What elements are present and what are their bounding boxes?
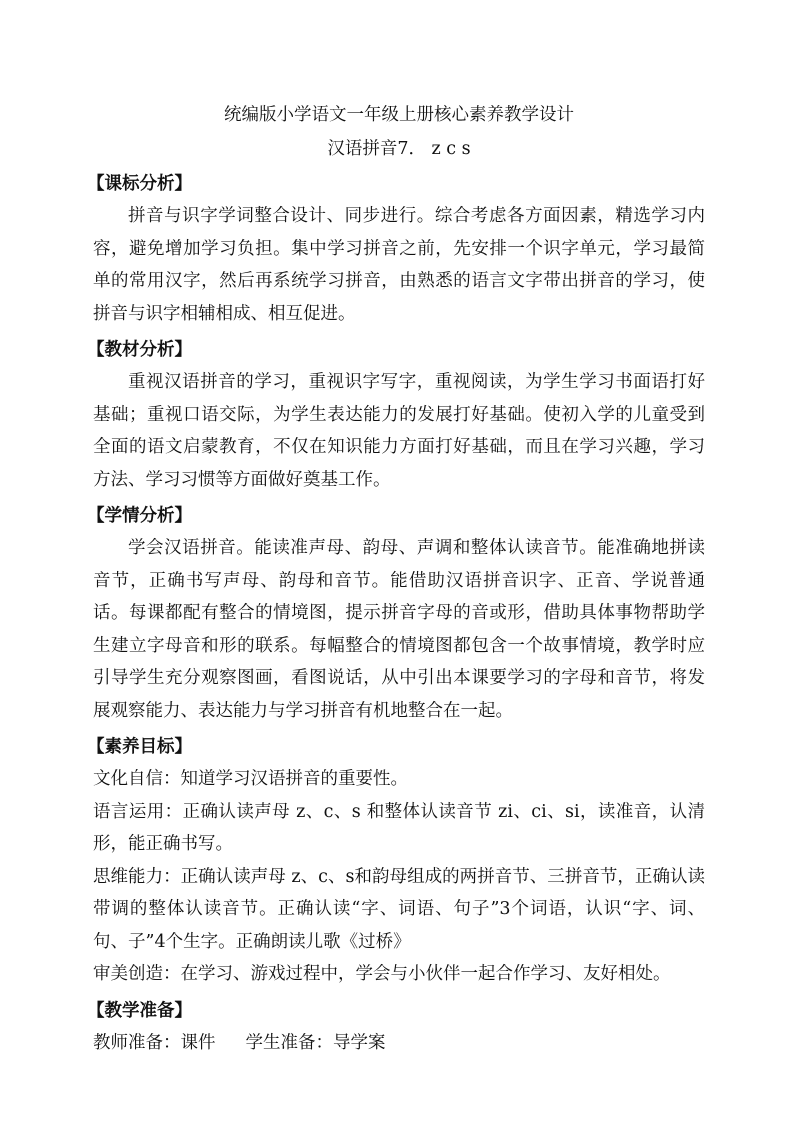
section-heading-students: 【学情分析】 [87,506,192,526]
section-heading-preparation: 【教学准备】 [87,1000,192,1021]
goal-item-language: 语言运用：正确认读声母 z、c、s 和整体认读音节 zi、ci、si，读准音，认清形，能正确书写。 [93,801,705,854]
section-heading-goals: 【素养目标】 [87,737,192,757]
teacher-preparation: 教师准备：课件 [93,1032,216,1053]
document-subtitle: 汉语拼音7． z c s [327,139,471,159]
goal-item-aesthetic: 审美创造：在学习、游戏过程中，学会与小伙伴一起合作学习、友好相处。 [93,964,671,984]
document-page [87,100,705,1059]
section-curriculum [87,168,705,330]
section-body-curriculum: 拼音与识字学词整合设计、同步进行。综合考虑各方面因素，精选学习内容，避免增加学习负担。集中学习拼音之前，先安排一个识字单元，学习最简单的常用汉字，然后再系统学习拼音，由熟悉的语言文字带出拼音的学习，使拼音与识字相辅相成、相互促进。 [93,206,705,324]
preparation-line [93,1027,705,1060]
document-title: 统编版小学语文一年级上册核心素养教学设计 [224,105,574,125]
student-preparation: 学生准备：导学案 [245,1032,386,1053]
section-goals [87,731,705,991]
section-textbook [87,334,705,496]
section-heading-curriculum: 【课标分析】 [87,174,192,194]
section-body-students: 学会汉语拼音。能读准声母、韵母、声调和整体认读音节。能准确地拼读音节，正确书写声母、韵母和音节。能借助汉语拼音识字、正音、学说普通话。每课都配有整合的情境图，提示拼音字母的音或形，借助具体事物帮助学生建立字母音和形的联系。每幅整合的情境图都包含一个故事情境，教学时应引导学生充分观察图画，看图说话，从中引出本课要学习的字母和音节，将发展观察能力、表达能力与学习拼音有机地整合在一起。 [93,538,705,721]
goal-item-culture: 文化自信：知道学习汉语拼音的重要性。 [93,769,408,789]
section-body-textbook: 重视汉语拼音的学习，重视识字写字，重视阅读，为学生学习书面语打好基础；重视口语交际，为学生表达能力的发展打好基础。使初入学的儿童受到全面的语文启蒙教育，不仅在知识能力方面打好基础，而且在学习兴趣，学习方法、学习习惯等方面做好奠基工作。 [93,372,705,490]
section-heading-textbook: 【教材分析】 [87,340,192,360]
section-preparation [87,995,705,1060]
section-students [87,500,705,727]
goal-item-thinking: 思维能力：正确认读声母 z、c、s和韵母组成的两拼音节、三拼音节，正确认读带调的整体认读音节。正确认读“字、词语、句子”3个词语，认识“字、词、句、子”4个生字。正确朗读儿歌《过桥》 [93,866,705,952]
